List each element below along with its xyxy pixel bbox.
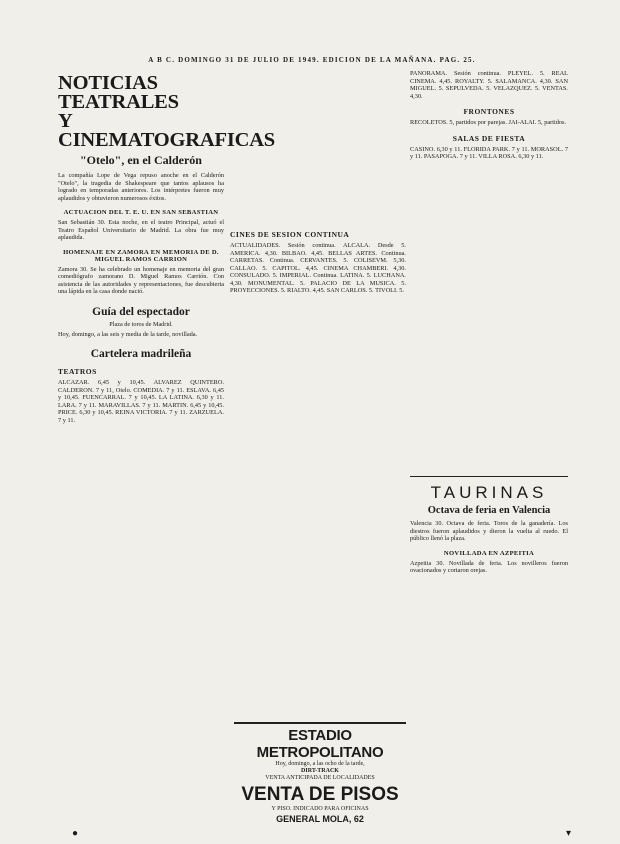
ad-pisos-line: Y PISO. INDICADO PARA OFICINAS [271, 806, 369, 812]
section-frontones: FRONTONES [463, 107, 515, 116]
ad-pisos-address: GENERAL MOLA, 62 [276, 814, 364, 824]
listing-cines-cont: PANORAMA. Sesión continua. PLEYEL. 5. REAL CINEMA. 4,45. ROYALTY. 5. SALAMANCA. 4,30. SAN MIGUEL. 5. SEPULVEDA. 5. VELAZQUEZ. 5. VENTAS. 4,30. [410, 70, 568, 100]
section-salas: SALAS DE FIESTA [452, 133, 526, 143]
article-otelo: La compañía Lope de Vega repuso anoche en el Calderón "Otelo", la tragedia de Shakespeare que tantos aplausos ha logrado en temporadas anteriores. Los intérpretes fueron muy aplaudidos y obtuvieron numerosos éxitos. [58, 172, 224, 202]
listing-frontones: RECOLETOS. 5, partidos por parejas. JAI-ALAI. 5, partidos. [410, 119, 567, 126]
headline-teu: ACTUACION DEL T. E. U. EN SAN SEBASTIAN [63, 209, 219, 216]
bullet-mark-left: ● [72, 828, 79, 839]
section-cines: CINES DE SESION CONTINUA [230, 230, 350, 239]
article-teu: San Sebastián 30. Esta noche, en el teatro Principal, actuó el Teatro Español Universitario de Madrid. La obra fue muy aplaudida. [58, 219, 224, 241]
listing-cines: ACTUALIDADES. Sesión continua. ALCALA. Desde 5. AMERICA. 4,30. BILBAO. 4,45. BELLAS ARTES. Continua. CARRETAS. Continua. CERVANTES. 5. COLISEVM. 5,30. CALLAO. 5. CAPITOL. 4,45. CINEMA CHAMBERI. 4,30. CONSULADO. 5. IMPERIAL. Continua. LATINA. 5. LUCHANA. 4,30. MONUMENTAL. 5. PALACIO DE LA MUSICA. 5. PROYECCIONES. 5. RIALTO. 4,45. SAN CARLOS. 5. TIVOLI. 5. [230, 242, 406, 294]
article-homenaje: Zamora 30. Se ha celebrado un homenaje en memoria del gran comediógrafo zamorano D. Miguel Ramos Carrión. Con asistencia de las autoridades y representaciones, fue descubierta una lápida en la casa donde nació. [58, 265, 224, 295]
column-1 [58, 70, 276, 840]
section-title [58, 72, 276, 151]
column-3 [410, 70, 568, 470]
bullet-mark-right: ▾ [566, 828, 572, 839]
divider [410, 476, 568, 477]
taurinas-subtitle: Octava de feria en Valencia [427, 505, 551, 516]
ad-estadio-title: ESTADIO METROPOLITANO [256, 727, 384, 761]
headline-homenaje: HOMENAJE EN ZAMORA EN MEMORIA DE D. MIGUEL RAMOS CARRION [63, 248, 219, 263]
ad-estadio-line-3: VENTA ANTICIPADA DE LOCALIDADES [265, 775, 375, 781]
ad-pisos-title: VENTA DE PISOS [241, 784, 399, 805]
listing-teatros: ALCAZAR. 6,45 y 10,45. ALVAREZ QUINTERO. CALDERON. 7 y 11, Otelo. COMEDIA. 7 y 11. ESLAVA. 6,45 y 10,45. FUENCARRAL. 7 y 10,45. LA LATINA. 6,30 y 11. LARA. 7 y 11. MARAVILLAS. 7 y 11. MARTIN. 6,45 y 10,45. PRICE. 6,30 y 10,45. REINA VICTORIA. 7 y 11. ZARZUELA. 7 y 11. [58, 379, 224, 424]
column-2 [230, 70, 406, 716]
listing-salas: CASINO. 6,30 y 11. FLORIDA PARK. 7 y 11. MORASOL. 7 y 11. PASAPOGA. 7 y 11. VILLA ROSA. 6,30 y 11. [410, 145, 568, 160]
taurinas-title: TAURINAS [430, 483, 548, 502]
section-title-line-2: Y CINEMATOGRAFICAS [58, 110, 276, 151]
article-guia: Hoy, domingo, a las seis y media de la tarde, novillada. [58, 330, 198, 338]
headline-cartelera: Cartelera madrileña [90, 348, 192, 360]
subhead-plaza: Plaza de toros de Madrid. [109, 320, 173, 328]
page-header: A B C. DOMINGO 31 DE JULIO DE 1949. EDICION DE LA MAÑANA. PAG. 25. [148, 56, 476, 64]
taurinas-section [410, 470, 568, 577]
ad-estadio-line-1: Hoy, domingo, a las ocho de la tarde, [275, 761, 365, 767]
ad-estadio-line-2: DIRT-TRACK [301, 768, 339, 774]
advertisement-box [234, 722, 406, 824]
article-valencia: Valencia 30. Octava de feria. Toros de la ganadería. Los diestros fueron aplaudidos y dieron la vuelta al ruedo. El público llenó la plaza. [410, 520, 568, 542]
headline-guia: Guía del espectador [92, 305, 190, 318]
headline-azpeitia: NOVILLADA EN AZPEITIA [443, 549, 535, 557]
article-azpeitia: Azpeitia 30. Novillada de feria. Los novilleros fueron ovacionados y cortaron orejas. [410, 559, 568, 574]
section-teatros: TEATROS [58, 367, 97, 376]
headline-otelo: "Otelo", en el Calderón [80, 153, 202, 167]
section-title-line-1: NOTICIAS TEATRALES [58, 72, 179, 113]
